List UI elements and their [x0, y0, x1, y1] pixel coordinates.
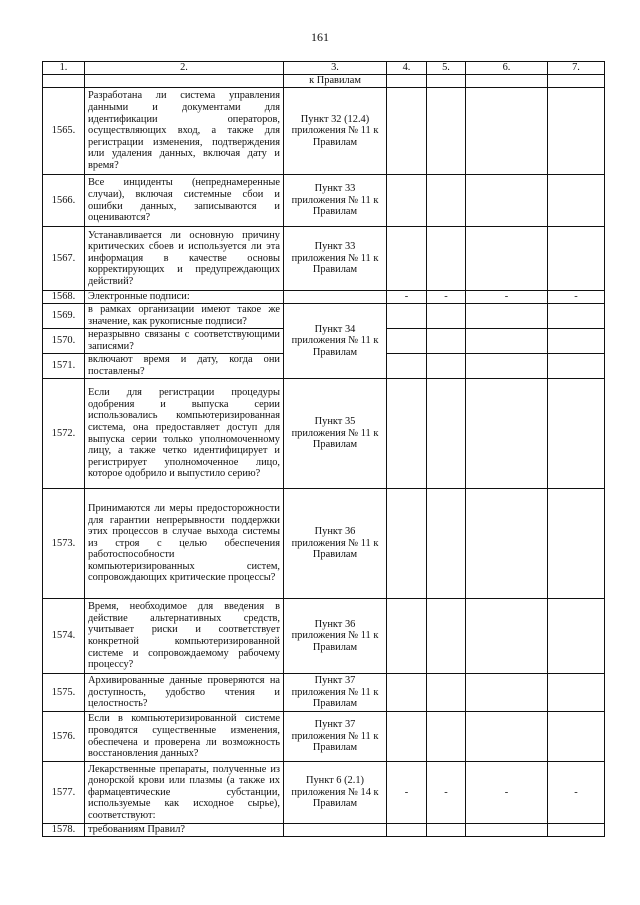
cell: [548, 599, 605, 674]
question-text: Если для регистрации процедуры одобрения и выпуска серии использовались компьютеризированная система, она предоставляет доступ для выпуска серии только уполномоченному лицу, а также четко идентифицирует и регистрирует уполномоченное лицо, которое одобрило и выпустило серию?: [85, 379, 284, 489]
table-row: [43, 674, 605, 712]
row-number: 1568.: [43, 291, 85, 304]
cell: [548, 379, 605, 489]
cell: [427, 227, 466, 291]
row-number: 1566.: [43, 175, 85, 227]
question-text: Разработана ли система управления данными и документами для идентификации операторов, осуществляющих вход, а также для регистрации изменения, подтверждения или удаления данных, включая дату и время?: [85, 88, 284, 175]
cell: [284, 824, 387, 837]
header-col-6: 6.: [466, 62, 548, 75]
question-text: Архивированные данные проверяются на доступность, удобство чтения и целостность?: [85, 674, 284, 712]
cell: [427, 354, 466, 379]
cell: [427, 329, 466, 354]
row-number: 1576.: [43, 712, 85, 762]
cell: [387, 489, 427, 599]
cell: [387, 88, 427, 175]
table-row: [43, 599, 605, 674]
ref-cell: к Правилам: [284, 75, 387, 88]
row-number: 1573.: [43, 489, 85, 599]
cell: [466, 175, 548, 227]
row-number: 1577.: [43, 762, 85, 824]
cell: [466, 489, 548, 599]
header-col-3: 3.: [284, 62, 387, 75]
cell: [466, 227, 548, 291]
question-text: в рамках организации имеют такое же значение, как рукописные подписи?: [85, 304, 284, 329]
table-row: [43, 824, 605, 837]
cell: [427, 824, 466, 837]
cell: [387, 227, 427, 291]
cell: [427, 379, 466, 489]
cell: [387, 175, 427, 227]
question-text: Если в компьютеризированной системе проводятся существенные изменения, обеспечена и проверена ли возможность восстановления данных?: [85, 712, 284, 762]
row-number: 1567.: [43, 227, 85, 291]
cell: [548, 304, 605, 329]
dash-mark: -: [548, 762, 605, 824]
cell: [284, 291, 387, 304]
table-row: [43, 379, 605, 489]
cell: [548, 75, 605, 88]
ref-cell: Пункт 34 приложения № 11 к Правилам: [284, 304, 387, 379]
cell: [466, 824, 548, 837]
row-number: 1570.: [43, 329, 85, 354]
cell: [466, 712, 548, 762]
continuation-row: [43, 75, 605, 88]
header-col-2: 2.: [85, 62, 284, 75]
table-row: [43, 762, 605, 824]
dash-mark: -: [548, 291, 605, 304]
ref-cell: Пункт 6 (2.1) приложения № 14 к Правилам: [284, 762, 387, 824]
table-row: [43, 489, 605, 599]
cell: [387, 329, 427, 354]
cell: [427, 712, 466, 762]
cell: [548, 227, 605, 291]
question-text: требованиям Правил?: [85, 824, 284, 837]
header-col-5: 5.: [427, 62, 466, 75]
cell: [85, 75, 284, 88]
table-row: [43, 304, 605, 329]
cell: [387, 674, 427, 712]
header-col-7: 7.: [548, 62, 605, 75]
cell: [427, 75, 466, 88]
question-text: Устанавливается ли основную причину критических сбоев и используется ли эта информация в качестве основы корректирующих и предупреждающих действий?: [85, 227, 284, 291]
question-text: Лекарственные препараты, полученные из донорской крови или плазмы (а также их фармацевтические субстанции, используемые как исходное сырье), соответствуют:: [85, 762, 284, 824]
question-text: неразрывно связаны с соответствующими записями?: [85, 329, 284, 354]
table-row: [43, 88, 605, 175]
row-number: 1575.: [43, 674, 85, 712]
row-number: 1572.: [43, 379, 85, 489]
header-row: [43, 62, 605, 75]
cell: [387, 599, 427, 674]
cell: [548, 354, 605, 379]
cell: [387, 379, 427, 489]
table-row: [43, 227, 605, 291]
ref-cell: Пункт 33 приложения № 11 к Правилам: [284, 175, 387, 227]
question-text: Все инциденты (непреднамеренные случаи), включая системные сбои и ошибки данных, записываются и оцениваются?: [85, 175, 284, 227]
dash-mark: -: [427, 762, 466, 824]
dash-mark: -: [427, 291, 466, 304]
cell: [548, 489, 605, 599]
cell: [548, 824, 605, 837]
row-number: 1574.: [43, 599, 85, 674]
cell: [548, 88, 605, 175]
cell: [466, 354, 548, 379]
cell: [43, 75, 85, 88]
header-col-4: 4.: [387, 62, 427, 75]
row-number: 1578.: [43, 824, 85, 837]
cell: [548, 329, 605, 354]
table-row: [43, 175, 605, 227]
cell: [466, 88, 548, 175]
cell: [466, 379, 548, 489]
table-row: [43, 291, 605, 304]
cell: [466, 75, 548, 88]
dash-mark: -: [387, 762, 427, 824]
cell: [466, 329, 548, 354]
checklist-table: [42, 61, 605, 837]
cell: [548, 712, 605, 762]
question-text: включают время и дату, когда они поставлены?: [85, 354, 284, 379]
cell: [548, 175, 605, 227]
ref-cell: Пункт 37 приложения № 11 к Правилам: [284, 674, 387, 712]
row-number: 1571.: [43, 354, 85, 379]
cell: [427, 599, 466, 674]
cell: [387, 304, 427, 329]
cell: [427, 489, 466, 599]
cell: [466, 304, 548, 329]
cell: [387, 824, 427, 837]
row-number: 1565.: [43, 88, 85, 175]
dash-mark: -: [466, 291, 548, 304]
ref-cell: Пункт 36 приложения № 11 к Правилам: [284, 489, 387, 599]
ref-cell: Пункт 36 приложения № 11 к Правилам: [284, 599, 387, 674]
cell: [548, 674, 605, 712]
cell: [427, 175, 466, 227]
dash-mark: -: [387, 291, 427, 304]
cell: [466, 674, 548, 712]
question-text: Принимаются ли меры предосторожности для гарантии непрерывности поддержки этих процессов в случае выхода системы из строя с целью обеспечения работоспособности компьютеризированных систем, сопровождающих критические процессы?: [85, 489, 284, 599]
cell: [427, 88, 466, 175]
cell: [387, 354, 427, 379]
cell: [466, 599, 548, 674]
cell: [387, 75, 427, 88]
header-col-1: 1.: [43, 62, 85, 75]
cell: [427, 304, 466, 329]
cell: [427, 674, 466, 712]
row-number: 1569.: [43, 304, 85, 329]
ref-cell: Пункт 32 (12.4) приложения № 11 к Правилам: [284, 88, 387, 175]
ref-cell: Пункт 37 приложения № 11 к Правилам: [284, 712, 387, 762]
ref-cell: Пункт 35 приложения № 11 к Правилам: [284, 379, 387, 489]
question-text: Электронные подписи:: [85, 291, 284, 304]
dash-mark: -: [466, 762, 548, 824]
cell: [387, 712, 427, 762]
question-text: Время, необходимое для введения в действие альтернативных средств, учитывает риски и соответствует конкретной компьютеризированной системе и сопровождаемому рабочему процессу?: [85, 599, 284, 674]
ref-cell: Пункт 33 приложения № 11 к Правилам: [284, 227, 387, 291]
table-row: [43, 712, 605, 762]
page-number: 161: [311, 30, 329, 44]
